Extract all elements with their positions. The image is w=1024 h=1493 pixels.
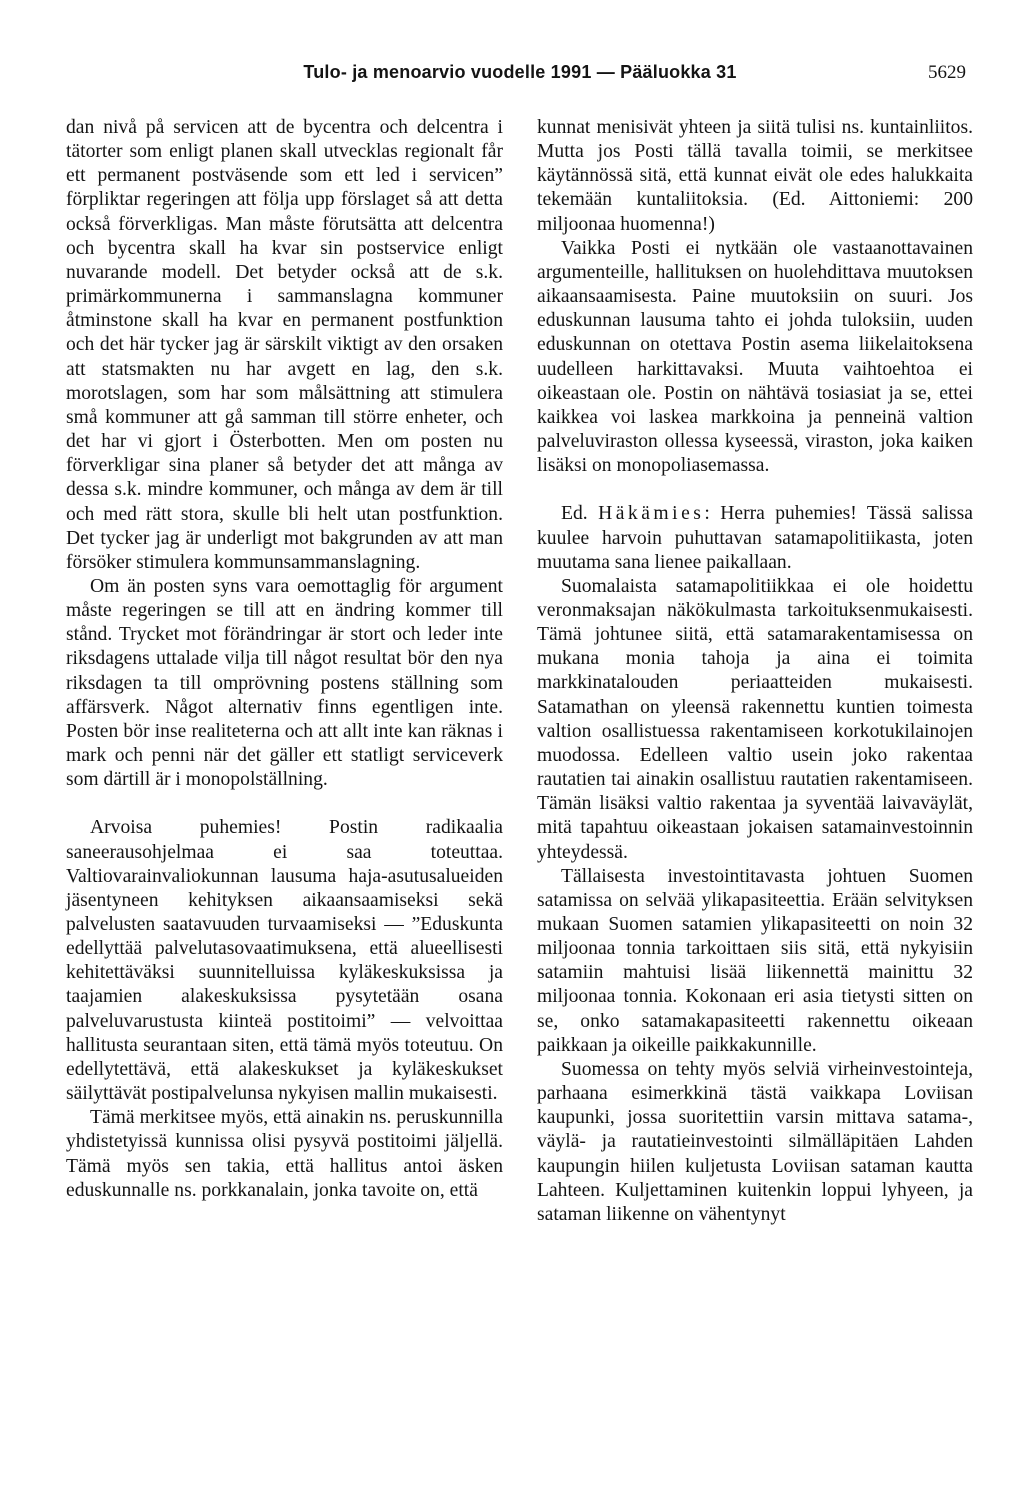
running-title: Tulo- ja menoarvio vuodelle 1991 — Pääluokka 31: [303, 62, 737, 82]
paragraph: Tällaisesta investointitavasta johtuen Suomen satamissa on selvää ylikapasiteettia. Erään selvityksen mukaan Suomen satamien ylikapasiteetti on noin 32 miljoonaa tonnia tarkoittaen siis sitä, että nykyisiin satamiin mahtuisi lisää liikennettä mainittu 32 miljoonaa tonnia. Kokonaan eri asia tietysti sitten on se, onko satamakapasiteetti rakennettu oikeaan paikkaan ja oikeille paikkakunnille.: [537, 865, 973, 1056]
right-column: [537, 116, 973, 1227]
paragraph: Suomessa on tehty myös selviä virheinvestointeja, parhaana esimerkkinä tästä vaikkapa Loviisan kaupunki, jossa suoritettiin varsin mittava satama-, väylä- ja rautatieinvestointi silmälläpitäen Lahden kaupungin hiilen kuljetusta Loviisan sataman kautta Lahteen. Kuljettaminen kuitenkin loppui lyhyeen, ja sataman liikenne on vähentynyt: [537, 1058, 973, 1225]
speech-text: : Herra puhemies! Tässä salissa kuulee harvoin puhuttavan satamapolitiikasta, joten muutama sana lienee paikallaan.: [537, 503, 973, 573]
paragraph: Om än posten syns vara oemottaglig för argument måste regeringen se till att en ändring kommer till stånd. Trycket mot förändringar är stort och leder inte riksdagens uttalade vilja till något resultat bör den nya riksdagen ta till omprövning postens ställning som affärsverk. Något alternativ finns egentligen inte. Posten bör inse realiteterna och att allt inte kan räknas i mark och penni när det gäller ett statligt serviceverk som därtill är i monopolställning.: [66, 575, 503, 791]
paragraph: kunnat menisivät yhteen ja siitä tulisi ns. kuntainliitos. Mutta jos Posti tällä tavalla toimii, se merkitsee käytännössä sitä, että kunnat eivät ole edes halukkaita tekemään kuntaliitoksia. (Ed. Aittoniemi: 200 miljoonaa huomenna!): [537, 117, 973, 235]
paragraph: Suomalaista satamapolitiikkaa ei ole hoidettu veronmaksajan näkökulmasta tarkoituksenmukaisesti. Tämä johtunee siitä, että satamarakentamisessa on mukana monia tahoja ja aina ei toimita markkinatalouden periaatteiden mukaisesti. Satamathan on yleensä rakennettu kuntien toimesta valtion osallistuessa rakentamiseen korkotukilainojen muodossa. Edelleen valtio usein joko rakentaa rautatien tai ainakin osallistuu rautatien rakentamiseen. Tämän lisäksi valtio rakentaa ja syventää laivaväylät, mitä tapahtuu oikeastaan jokaisen satamainvestoinnin yhteydessä.: [537, 575, 973, 863]
left-column: [66, 116, 503, 1203]
speaker-name: Häkämies: [598, 503, 705, 525]
speaker-prefix: Ed.: [561, 503, 588, 525]
paragraph: Arvoisa puhemies! Postin radikaalia saneerausohjelmaa ei saa toteuttaa. Valtiovarainvaliokunnan lausuma haja-asutusalueiden jäsentyneen kehityksen aikaansaamiseksi sekä palvelusten saatavuuden turvaamiseksi — ”Eduskunta edellyttää palvelutasovaatimuksena, että alueellisesti kehitettäväksi suunnitelluissa kyläkeskuksissa ja taajamien alakeskuksissa pysytetään osana palveluvarustusta kiinteä postitoimi” — velvoittaa hallitusta seurantaan siten, että tämä myös toteutuu. On edellytettävä, että alakeskukset ja kyläkeskukset säilyttävät postipalvelunsa nykyisen mallin mukaisesti.: [66, 817, 503, 1105]
paragraph: Tämä merkitsee myös, että ainakin ns. peruskunnilla yhdistetyissä kunnissa olisi pysyvä postitoimi jäljellä. Tämä myös sen takia, että hallitus antoi äsken eduskunnalle ns. porkkanalain, jonka tavoite on, että: [66, 1107, 503, 1201]
page-header: [0, 62, 1024, 92]
page-number: 5629: [928, 62, 966, 83]
paragraph: Vaikka Posti ei nytkään ole vastaanottavainen argumenteille, hallituksen on huolehdittava muutoksen aikaansaamisesta. Paine muutoksiin on suuri. Jos eduskunnan lausuma tahto ei johda tuloksiin, uuden eduskunnan on otettava Postin asema liikelaitoksena uudelleen harkittavaksi. Muuta vaihtoehtoa ei oikeastaan ole. Postin on nähtävä tosiasiat ja se, ettei kaikkea voi laskea markkoina ja penneinä valtion palveluviraston ollessa kyseessä, viraston, joka kaiken lisäksi on monopoliasemassa.: [537, 237, 973, 477]
paragraph: dan nivå på servicen att de bycentra och delcentra i tätorter som enligt planen skall utvecklas regionalt får ett permanent postväsende som ett led i servicen” förpliktar regeringen att följa upp förslaget så att detta också förverkligas. Man måste förutsätta att delcentra och bycentra skall ha kvar sin postservice enligt nuvarande modell. Det betyder också att de s.k. primärkommunerna i sammanslagna kommuner åtminstone skall ha kvar en permanent postfunktion och det här tycker jag är särskilt viktigt av den orsaken att statsmakten nu har avgett en lag, den s.k. morotslagen, som har som målsättning att stimulera små kommuner att gå samman till större enheter, och det har vi gjort i Österbotten. Men om posten nu förverkligar sina planer så betyder det att många av dessa s.k. mindre kommuner, och många av dem är till och med rätt stora, skulle bli helt utan postfunktion. Det tycker jag är underligt mot bakgrunden av att man försöker stimulera kommunsammanslagning.: [66, 117, 503, 573]
speaker-paragraph: [537, 502, 973, 574]
